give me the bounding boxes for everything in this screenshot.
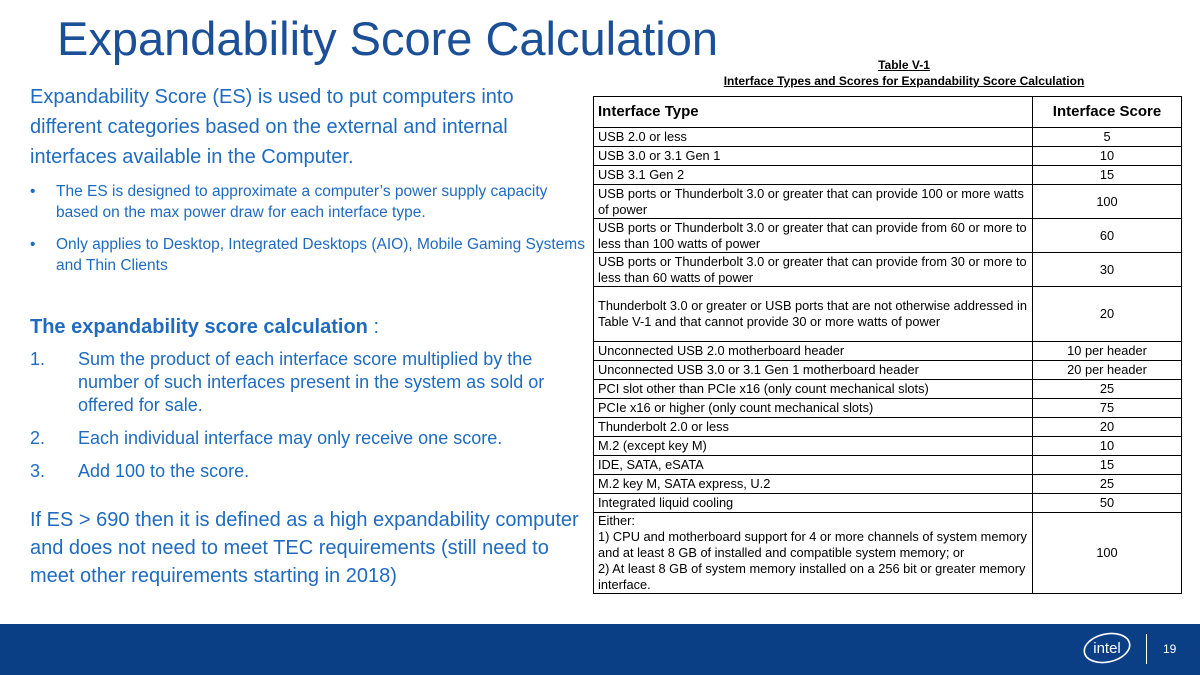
bullet-marker: • bbox=[30, 236, 36, 253]
table-row bbox=[594, 287, 1182, 342]
column-header-interface-score: Interface Score bbox=[1033, 97, 1182, 128]
interface-type-cell: Thunderbolt 2.0 or less bbox=[594, 418, 1033, 437]
bullet-list bbox=[30, 181, 590, 276]
table-row bbox=[594, 166, 1182, 185]
either-line: Either: bbox=[598, 513, 635, 528]
interface-score-cell: 10 bbox=[1033, 437, 1182, 456]
table-row bbox=[594, 475, 1182, 494]
step-item bbox=[30, 348, 590, 417]
table-row bbox=[594, 342, 1182, 361]
interface-score-table bbox=[593, 96, 1182, 594]
interface-type-cell: USB ports or Thunderbolt 3.0 or greater that can provide from 60 or more to less than 100 watts of power bbox=[594, 219, 1033, 253]
either-option-2: 2) At least 8 GB of system memory installed on a 256 bit or greater memory interface. bbox=[598, 561, 1026, 592]
table-row bbox=[594, 128, 1182, 147]
interface-score-cell: 25 bbox=[1033, 380, 1182, 399]
interface-type-cell: M.2 key M, SATA express, U.2 bbox=[594, 475, 1033, 494]
intel-logo-text: intel bbox=[1093, 640, 1121, 657]
table-row bbox=[594, 494, 1182, 513]
interface-type-cell: M.2 (except key M) bbox=[594, 437, 1033, 456]
interface-type-cell: USB ports or Thunderbolt 3.0 or greater that can provide from 30 or more to less than 60 watts of power bbox=[594, 253, 1033, 287]
bullet-text: The ES is designed to approximate a computer’s power supply capacity based on the max power draw for each interface type. bbox=[56, 183, 548, 221]
page-number: 19 bbox=[1163, 642, 1177, 656]
step-text: Sum the product of each interface score multiplied by the number of such interfaces present in the system as sold or offered for sale. bbox=[78, 349, 545, 415]
either-option-1: 1) CPU and motherboard support for 4 or more channels of system memory and at least 8 GB of installed and compatible system memory; or bbox=[598, 529, 1027, 560]
interface-score-cell: 60 bbox=[1033, 219, 1182, 253]
interface-type-cell: Thunderbolt 3.0 or greater or USB ports that are not otherwise addressed in Table V-1 and that cannot provide 30 or more watts of power bbox=[594, 287, 1033, 342]
slide-title: Expandability Score Calculation bbox=[57, 12, 718, 65]
interface-type-cell: USB 2.0 or less bbox=[594, 128, 1033, 147]
interface-type-cell: USB ports or Thunderbolt 3.0 or greater that can provide 100 or more watts of power bbox=[594, 185, 1033, 219]
interface-score-cell: 10 bbox=[1033, 147, 1182, 166]
interface-score-cell: 20 bbox=[1033, 287, 1182, 342]
intro-paragraph: Expandability Score (ES) is used to put computers into different categories based on the external and internal interfaces available in the Computer. bbox=[30, 86, 514, 168]
interface-score-cell: 15 bbox=[1033, 166, 1182, 185]
table-caption: Table V-1 bbox=[878, 58, 930, 72]
conclusion-paragraph: If ES > 690 then it is defined as a high expandability computer and does not need to meet TEC requirements (still need to meet other requirements starting in 2018) bbox=[30, 509, 579, 587]
footer-divider bbox=[1146, 634, 1147, 664]
interface-type-cell: PCI slot other than PCIe x16 (only count mechanical slots) bbox=[594, 380, 1033, 399]
step-number: 3. bbox=[30, 461, 46, 481]
interface-score-cell: 15 bbox=[1033, 456, 1182, 475]
calculation-heading-colon: : bbox=[367, 316, 380, 338]
bullet-item bbox=[30, 181, 590, 223]
interface-score-cell: 5 bbox=[1033, 128, 1182, 147]
step-text: Each individual interface may only receive one score. bbox=[78, 428, 503, 448]
interface-score-cell: 20 bbox=[1033, 418, 1182, 437]
left-column bbox=[30, 82, 590, 590]
interface-type-cell: Unconnected USB 3.0 or 3.1 Gen 1 motherboard header bbox=[594, 361, 1033, 380]
table-row bbox=[594, 185, 1182, 219]
column-header-interface-type: Interface Type bbox=[594, 97, 1033, 128]
table-row bbox=[594, 253, 1182, 287]
table-row bbox=[594, 418, 1182, 437]
table-row bbox=[594, 456, 1182, 475]
interface-type-cell: PCIe x16 or higher (only count mechanical slots) bbox=[594, 399, 1033, 418]
step-item bbox=[30, 427, 590, 450]
bullet-marker: • bbox=[30, 183, 36, 200]
interface-type-cell bbox=[594, 513, 1033, 594]
table-row bbox=[594, 399, 1182, 418]
interface-score-cell: 75 bbox=[1033, 399, 1182, 418]
step-list bbox=[30, 348, 590, 483]
interface-score-cell: 50 bbox=[1033, 494, 1182, 513]
step-item bbox=[30, 460, 590, 483]
bullet-text: Only applies to Desktop, Integrated Desktops (AIO), Mobile Gaming Systems and Thin Clients bbox=[56, 236, 585, 274]
table-row bbox=[594, 147, 1182, 166]
interface-type-cell: IDE, SATA, eSATA bbox=[594, 456, 1033, 475]
interface-score-cell: 30 bbox=[1033, 253, 1182, 287]
step-text: Add 100 to the score. bbox=[78, 461, 250, 481]
table-row bbox=[594, 513, 1182, 594]
bullet-item bbox=[30, 234, 590, 276]
interface-type-cell: Integrated liquid cooling bbox=[594, 494, 1033, 513]
interface-type-cell: USB 3.1 Gen 2 bbox=[594, 166, 1033, 185]
table-row bbox=[594, 219, 1182, 253]
interface-score-cell: 10 per header bbox=[1033, 342, 1182, 361]
footer-bar bbox=[0, 624, 1200, 675]
interface-score-cell: 25 bbox=[1033, 475, 1182, 494]
interface-score-cell: 20 per header bbox=[1033, 361, 1182, 380]
step-number: 1. bbox=[30, 349, 46, 369]
table-row bbox=[594, 437, 1182, 456]
interface-score-cell: 100 bbox=[1033, 513, 1182, 594]
table-row bbox=[594, 380, 1182, 399]
interface-type-cell: Unconnected USB 2.0 motherboard header bbox=[594, 342, 1033, 361]
intel-logo bbox=[1082, 631, 1132, 665]
interface-type-cell: USB 3.0 or 3.1 Gen 1 bbox=[594, 147, 1033, 166]
table-row bbox=[594, 361, 1182, 380]
calculation-heading bbox=[30, 314, 590, 340]
interface-score-cell: 100 bbox=[1033, 185, 1182, 219]
table-subcaption: Interface Types and Scores for Expandability Score Calculation bbox=[723, 74, 1085, 88]
step-number: 2. bbox=[30, 428, 46, 448]
calculation-heading-text: The expandability score calculation bbox=[30, 316, 368, 338]
